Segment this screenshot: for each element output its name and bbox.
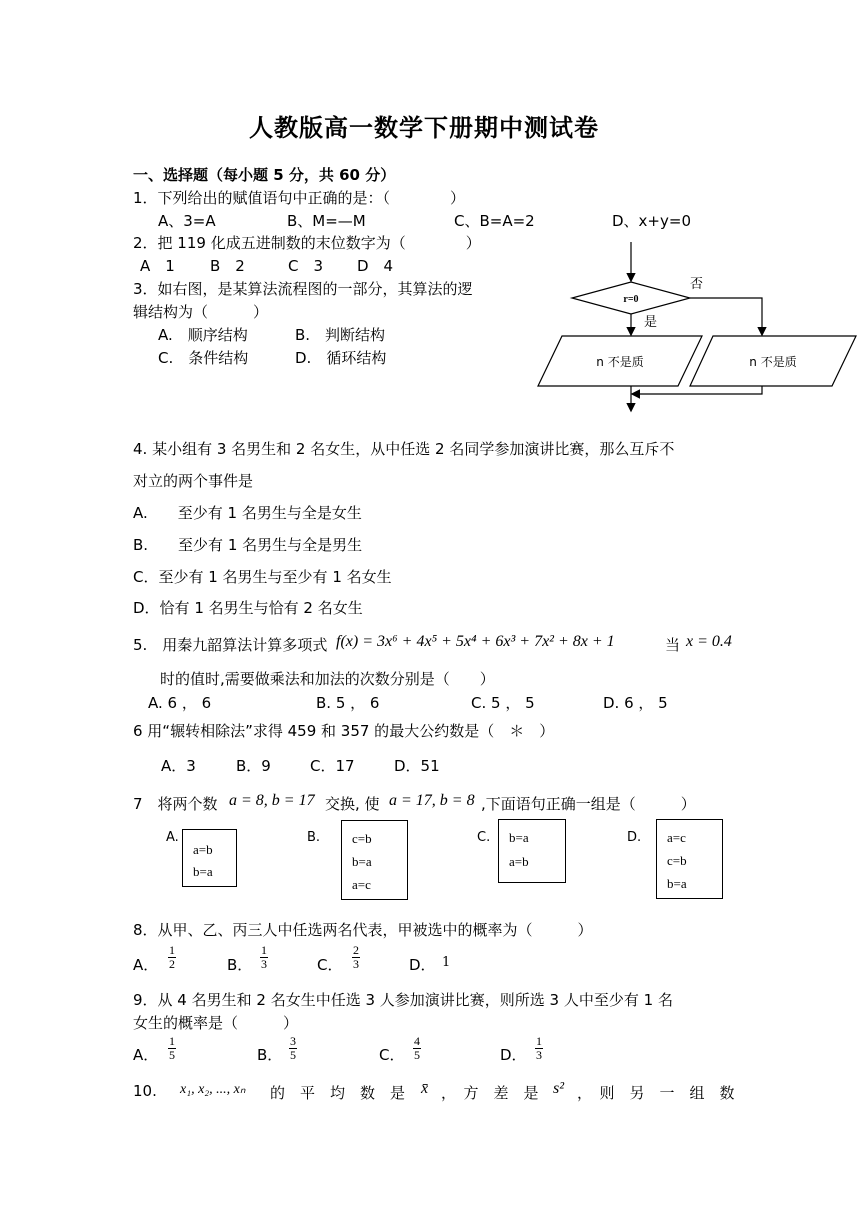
q8-stem: 8．从甲、乙、丙三人中任选两名代表，甲被选中的概率为（ ） bbox=[133, 921, 593, 939]
q10-text-mean: 的 平 均 数 是 bbox=[270, 1084, 406, 1102]
q7-stem: 7 将两个数 bbox=[133, 795, 218, 813]
q5-option-b: B. 5 ， 6 bbox=[316, 694, 380, 712]
denominator: 3 bbox=[261, 957, 267, 971]
q7-stem-mid: 交换, 使 bbox=[325, 795, 380, 813]
q8-option-b-fraction bbox=[260, 944, 268, 971]
q1-option-d: D、x+y=0 bbox=[612, 212, 691, 230]
q3-option-b: B. 判断结构 bbox=[295, 326, 386, 344]
q9-option-a-fraction bbox=[168, 1035, 176, 1062]
q3-option-d: D. 循环结构 bbox=[295, 349, 387, 367]
q3-stem: 3．如右图，是某算法流程图的一部分，其算法的逻 bbox=[133, 280, 473, 298]
code-line: a=b bbox=[193, 842, 213, 857]
numerator: 2 bbox=[353, 943, 359, 957]
q10-mean-symbol: x̄ bbox=[421, 1080, 429, 1097]
q7-target: a = 17, b = 8 bbox=[389, 792, 475, 809]
q10-text-variance: ， 方 差 是 bbox=[441, 1084, 539, 1102]
q8-option-d-value: 1 bbox=[442, 955, 451, 970]
q5-condition: x = 0.4 bbox=[686, 633, 732, 650]
code-line: a=b bbox=[509, 854, 529, 869]
q9-stem: 9．从 4 名男生和 2 名女生中任选 3 人参加演讲比赛，则所选 3 人中至少有 1 名 bbox=[133, 991, 673, 1009]
q4-stem: 4. 某小组有 3 名男生和 2 名女生，从中任选 2 名同学参加演讲比赛，那么互斥不 bbox=[133, 440, 675, 458]
q7-stem-end: ,下面语句正确一组是（ ） bbox=[481, 795, 696, 813]
code-line: a=c bbox=[352, 877, 371, 892]
q9-option-d-label: D． bbox=[500, 1046, 527, 1064]
label-no: 否 bbox=[690, 277, 704, 292]
q9-option-b-label: B． bbox=[257, 1046, 283, 1064]
q7-option-d-box bbox=[656, 819, 723, 899]
flow-line-no bbox=[690, 298, 762, 334]
numerator: 1 bbox=[169, 943, 175, 957]
q10-text-rest: ， 则 另 一 组 数 bbox=[577, 1084, 735, 1102]
denominator: 2 bbox=[169, 957, 175, 971]
code-line: b=a bbox=[352, 854, 372, 869]
q9-option-a-label: A． bbox=[133, 1046, 159, 1064]
numerator: 1 bbox=[169, 1034, 175, 1048]
q5-when: 当 bbox=[665, 636, 681, 654]
code-line: c=b bbox=[667, 853, 687, 868]
q10-variables: x₁, x₂, ..., xₙ bbox=[180, 1082, 246, 1097]
code-line: b=a bbox=[667, 876, 687, 891]
numerator: 1 bbox=[536, 1034, 542, 1048]
q5-option-a: A. 6 ， 6 bbox=[148, 694, 212, 712]
q2-option-b: B 2 bbox=[210, 257, 245, 275]
q6-option-b: B．9 bbox=[236, 757, 271, 775]
q4-option-c: C．至少有 1 名男生与至少有 1 名女生 bbox=[133, 568, 392, 586]
q7-option-a-label: A. bbox=[166, 830, 179, 845]
code-line: b=a bbox=[509, 830, 529, 845]
q3-option-c: C. 条件结构 bbox=[158, 349, 249, 367]
q1-option-b: B、M=—M bbox=[287, 212, 366, 230]
flow-line-merge bbox=[633, 386, 762, 394]
code-line: a=c bbox=[667, 830, 686, 845]
q6-option-d: D．51 bbox=[394, 757, 440, 775]
q9-option-c-label: C． bbox=[379, 1046, 405, 1064]
q9-option-d-fraction bbox=[535, 1035, 543, 1062]
q4-option-d: D．恰有 1 名男生与恰有 2 名女生 bbox=[133, 599, 363, 617]
denominator: 3 bbox=[353, 957, 359, 971]
label-yes: 是 bbox=[644, 315, 658, 330]
q4-option-b: B. 至少有 1 名男生与全是男生 bbox=[133, 536, 363, 554]
q8-option-c-label: C． bbox=[317, 956, 343, 974]
q3-stem-cont: 辑结构为（ ） bbox=[133, 303, 269, 321]
q8-option-a-label: A． bbox=[133, 956, 159, 974]
q2-option-d: D 4 bbox=[357, 257, 394, 275]
q7-option-c-box bbox=[498, 819, 566, 883]
numerator: 4 bbox=[414, 1034, 420, 1048]
q7-values: a = 8, b = 17 bbox=[229, 792, 315, 809]
code-line: c=b bbox=[352, 831, 372, 846]
q5-option-c: C. 5 ， 5 bbox=[471, 694, 535, 712]
q2-stem: 2．把 119 化成五进制数的末位数字为（ ） bbox=[133, 234, 481, 252]
q1-option-a: A、3=A bbox=[158, 212, 216, 230]
q1-option-c: C、B=A=2 bbox=[454, 212, 535, 230]
q7-option-c-label: C. bbox=[477, 830, 491, 845]
flowchart bbox=[530, 236, 860, 416]
q4-stem-cont: 对立的两个事件是 bbox=[133, 472, 254, 490]
code-line: b=a bbox=[193, 864, 213, 879]
numerator: 3 bbox=[290, 1034, 296, 1048]
q8-option-c-fraction bbox=[352, 944, 360, 971]
q4-option-a: A. 至少有 1 名男生与全是女生 bbox=[133, 504, 362, 522]
decision-condition: r=0 bbox=[623, 294, 639, 305]
q2-option-c: C 3 bbox=[288, 257, 324, 275]
q2-option-a: A 1 bbox=[140, 257, 175, 275]
q5-polynomial: f(x) = 3x⁶ + 4x⁵ + 5x⁴ + 6x³ + 7x² + 8x + 1 bbox=[336, 633, 615, 650]
q5-option-d: D. 6 ， 5 bbox=[603, 694, 668, 712]
section-heading: 一、选择题（每小题 5 分，共 60 分） bbox=[133, 166, 396, 184]
q7-option-b-box bbox=[341, 820, 408, 900]
page-title: 人教版高一数学下册期中测试卷 bbox=[249, 114, 599, 142]
output-box-left-text: n 不是质 bbox=[596, 355, 644, 369]
output-box-right-text: n 不是质 bbox=[749, 355, 797, 369]
q8-option-a-fraction bbox=[168, 944, 176, 971]
q9-option-b-fraction bbox=[289, 1035, 297, 1062]
q6-option-c: C．17 bbox=[310, 757, 355, 775]
denominator: 3 bbox=[536, 1048, 542, 1062]
q9-option-c-fraction bbox=[413, 1035, 421, 1062]
q7-option-b-label: B. bbox=[307, 830, 321, 845]
q6-stem: 6 用“辗转相除法”求得 459 和 357 的最大公约数是（ ＊ ） bbox=[133, 722, 555, 740]
denominator: 5 bbox=[290, 1048, 296, 1062]
q8-option-d-label: D． bbox=[409, 956, 436, 974]
q8-option-b-label: B． bbox=[227, 956, 253, 974]
q1-stem: 1．下列给出的赋值语句中正确的是：（ ） bbox=[133, 189, 466, 207]
q7-option-a-box bbox=[182, 829, 237, 887]
q10-variance-symbol: s² bbox=[553, 1080, 565, 1097]
q9-stem-cont: 女生的概率是（ ） bbox=[133, 1014, 299, 1032]
denominator: 5 bbox=[169, 1048, 175, 1062]
denominator: 5 bbox=[414, 1048, 420, 1062]
q10-number: 10. bbox=[133, 1082, 157, 1100]
q5-stem: 5. 用秦九韶算法计算多项式 bbox=[133, 636, 328, 654]
q5-stem-cont: 时的值时,需要做乘法和加法的次数分别是（ ） bbox=[160, 670, 495, 688]
q7-option-d-label: D. bbox=[627, 830, 642, 845]
numerator: 1 bbox=[261, 943, 267, 957]
q3-option-a: A. 顺序结构 bbox=[158, 326, 248, 344]
q6-option-a: A．3 bbox=[161, 757, 196, 775]
